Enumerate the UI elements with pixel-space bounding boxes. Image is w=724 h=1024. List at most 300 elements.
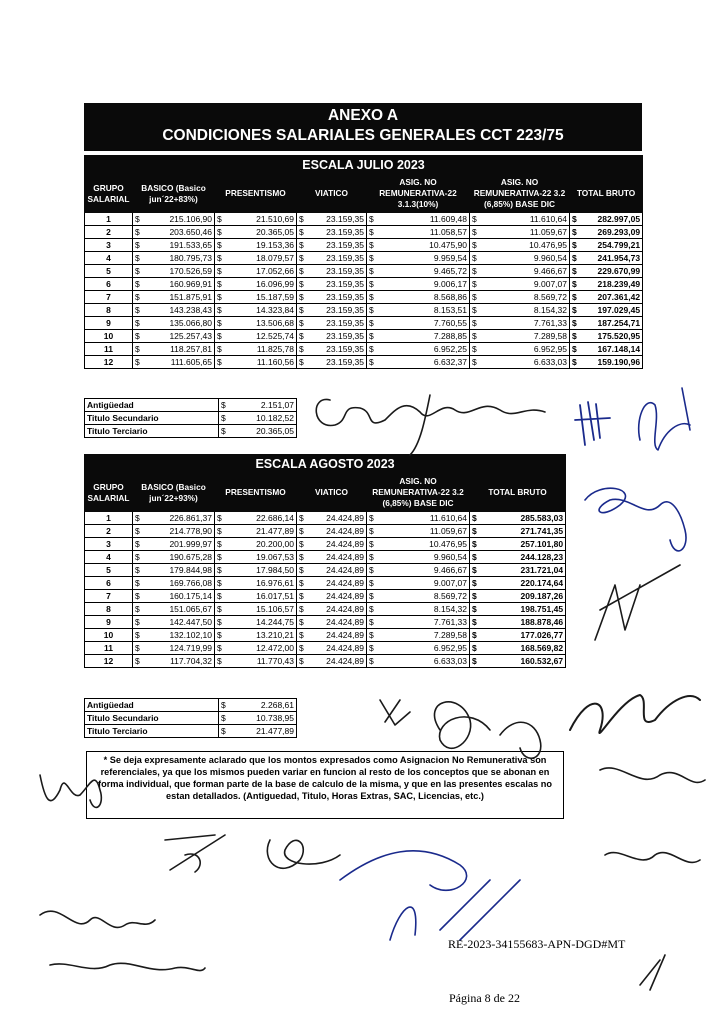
signature-9	[165, 835, 340, 872]
currency-symbol: $	[135, 643, 140, 653]
amount: 198.751,45	[520, 604, 564, 614]
total-cell	[470, 590, 566, 603]
col-grupo: GRUPO SALARIAL	[85, 175, 133, 213]
amount: 15.106,57	[256, 604, 294, 614]
total-cell	[570, 343, 643, 356]
currency-symbol: $	[472, 253, 477, 263]
amount: 23.159,35	[326, 292, 364, 302]
col-total: TOTAL BRUTO	[570, 175, 643, 213]
currency-symbol: $	[369, 344, 374, 354]
amount: 17.052,66	[256, 266, 294, 276]
basico-cell	[133, 226, 215, 239]
col-basico: BASICO (Basico jun´22+93%)	[133, 474, 215, 512]
currency-symbol: $	[572, 266, 577, 276]
currency-symbol: $	[299, 292, 304, 302]
amount: 257.101,80	[520, 539, 564, 549]
amount: 20.200,00	[256, 539, 294, 549]
currency-symbol: $	[217, 318, 222, 328]
currency-symbol: $	[572, 292, 577, 302]
currency-symbol: $	[217, 643, 222, 653]
basico-cell	[133, 577, 215, 590]
pres-cell	[215, 226, 297, 239]
amount: 9.960,54	[433, 552, 467, 562]
amount: 7.761,33	[533, 318, 567, 328]
currency-symbol: $	[472, 539, 477, 549]
pres-cell	[215, 330, 297, 343]
amount: 10.182,52	[256, 413, 294, 423]
a1-cell	[367, 343, 470, 356]
currency-symbol: $	[472, 214, 477, 224]
table-row	[85, 304, 643, 317]
amount: 16.096,99	[256, 279, 294, 289]
currency-symbol: $	[299, 227, 304, 237]
annex-title: ANEXO A	[327, 107, 399, 124]
amount: 160.175,14	[169, 591, 212, 601]
amount: 170.526,59	[169, 266, 212, 276]
amount: 282.997,05	[597, 214, 641, 224]
currency-symbol: $	[221, 713, 226, 723]
viat-cell	[297, 343, 367, 356]
amount: 7.761,33	[433, 617, 467, 627]
viat-cell	[297, 629, 367, 642]
extras-row	[85, 712, 297, 725]
amount: 23.159,35	[326, 253, 364, 263]
currency-symbol: $	[572, 344, 577, 354]
pres-cell	[215, 616, 297, 629]
a1-cell	[367, 356, 470, 369]
currency-symbol: $	[369, 591, 374, 601]
viat-cell	[297, 538, 367, 551]
a1-cell	[367, 213, 470, 226]
a-cell	[367, 551, 470, 564]
extras-label: Titulo Secundario	[85, 712, 219, 725]
currency-symbol: $	[472, 617, 477, 627]
table-row	[85, 278, 643, 291]
currency-symbol: $	[369, 240, 374, 250]
amount: 24.424,89	[326, 578, 364, 588]
amount: 12.525,74	[256, 331, 294, 341]
amount: 10.476,95	[429, 539, 467, 549]
pres-cell	[215, 603, 297, 616]
grupo-cell: 2	[85, 226, 133, 239]
amount: 6.633,03	[433, 656, 467, 666]
currency-symbol: $	[369, 578, 374, 588]
amount: 269.293,09	[597, 227, 641, 237]
currency-symbol: $	[299, 591, 304, 601]
viat-cell	[297, 239, 367, 252]
grupo-cell: 8	[85, 304, 133, 317]
amount: 179.844,98	[169, 565, 212, 575]
amount: 167.148,14	[597, 344, 641, 354]
grupo-cell: 4	[85, 551, 133, 564]
a2-cell	[470, 304, 570, 317]
grupo-cell: 5	[85, 265, 133, 278]
viat-cell	[297, 226, 367, 239]
total-cell	[570, 239, 643, 252]
total-cell	[570, 265, 643, 278]
amount: 11.610,64	[529, 214, 567, 224]
grupo-cell: 10	[85, 629, 133, 642]
annex-header	[84, 103, 642, 151]
amount: 24.424,89	[326, 643, 364, 653]
amount: 9.959,54	[433, 253, 467, 263]
amount: 23.159,35	[326, 331, 364, 341]
page-number: Página 8 de 22	[449, 991, 520, 1005]
currency-symbol: $	[472, 656, 477, 666]
grupo-cell: 10	[85, 330, 133, 343]
currency-symbol: $	[472, 279, 477, 289]
grupo-cell: 9	[85, 317, 133, 330]
table-row	[85, 213, 643, 226]
currency-symbol: $	[135, 279, 140, 289]
extras-row	[85, 699, 297, 712]
grupo-cell: 6	[85, 577, 133, 590]
amount: 17.984,50	[256, 565, 294, 575]
total-cell	[570, 304, 643, 317]
extras-label: Titulo Secundario	[85, 412, 219, 425]
total-cell	[470, 551, 566, 564]
pres-cell	[215, 317, 297, 330]
amount: 24.424,89	[326, 591, 364, 601]
amount: 13.210,21	[256, 630, 294, 640]
currency-symbol: $	[217, 357, 222, 367]
basico-cell	[133, 538, 215, 551]
currency-symbol: $	[221, 726, 226, 736]
table-row	[85, 226, 643, 239]
signature-1	[316, 395, 545, 455]
currency-symbol: $	[299, 344, 304, 354]
table-row	[85, 564, 566, 577]
currency-symbol: $	[217, 578, 222, 588]
currency-symbol: $	[299, 305, 304, 315]
a-cell	[367, 590, 470, 603]
amount: 7.288,85	[433, 331, 467, 341]
amount: 135.066,80	[169, 318, 212, 328]
currency-symbol: $	[572, 240, 577, 250]
viat-cell	[297, 655, 367, 668]
basico-cell	[133, 564, 215, 577]
amount: 6.632,37	[433, 357, 467, 367]
amount: 124.719,99	[169, 643, 212, 653]
currency-symbol: $	[472, 526, 477, 536]
currency-symbol: $	[572, 331, 577, 341]
basico-cell	[133, 590, 215, 603]
amount: 6.633,03	[533, 357, 567, 367]
viat-cell	[297, 512, 367, 525]
grupo-cell: 7	[85, 291, 133, 304]
amount: 8.154,32	[533, 305, 567, 315]
currency-symbol: $	[299, 214, 304, 224]
august-salary-table	[84, 454, 566, 668]
currency-symbol: $	[135, 513, 140, 523]
currency-symbol: $	[135, 331, 140, 341]
amount: 151.065,67	[169, 604, 212, 614]
a2-cell	[470, 343, 570, 356]
basico-cell	[133, 525, 215, 538]
signature-10	[340, 851, 520, 940]
viat-cell	[297, 356, 367, 369]
amount: 16.017,51	[256, 591, 294, 601]
amount: 271.741,35	[520, 526, 564, 536]
august-extras-table	[84, 698, 297, 738]
table-row	[85, 252, 643, 265]
total-cell	[470, 603, 566, 616]
basico-cell	[133, 629, 215, 642]
currency-symbol: $	[221, 400, 226, 410]
currency-symbol: $	[369, 266, 374, 276]
pres-cell	[215, 538, 297, 551]
amount: 9.007,07	[533, 279, 567, 289]
a1-cell	[367, 291, 470, 304]
grupo-cell: 8	[85, 603, 133, 616]
basico-cell	[133, 343, 215, 356]
currency-symbol: $	[369, 357, 374, 367]
total-cell	[470, 655, 566, 668]
currency-symbol: $	[472, 643, 477, 653]
amount: 285.583,03	[520, 513, 564, 523]
amount: 9.960,54	[533, 253, 567, 263]
col-asig-2: ASIG. NO REMUNERATIVA-22 3.2 (6,85%) BASE DIC	[470, 175, 570, 213]
amount: 9.466,67	[433, 565, 467, 575]
amount: 125.257,43	[169, 331, 212, 341]
amount: 229.670,99	[597, 266, 641, 276]
viat-cell	[297, 551, 367, 564]
currency-symbol: $	[217, 526, 222, 536]
july-table-title: ESCALA JULIO 2023	[85, 156, 643, 175]
currency-symbol: $	[135, 344, 140, 354]
currency-symbol: $	[369, 643, 374, 653]
amount: 23.159,35	[326, 279, 364, 289]
table-row	[85, 356, 643, 369]
amount: 10.738,95	[256, 713, 294, 723]
viat-cell	[297, 278, 367, 291]
pres-cell	[215, 291, 297, 304]
amount: 244.128,23	[520, 552, 564, 562]
extras-label: Titulo Terciario	[85, 425, 219, 438]
currency-symbol: $	[369, 318, 374, 328]
amount: 10.475,90	[429, 240, 467, 250]
total-cell	[470, 616, 566, 629]
currency-symbol: $	[299, 630, 304, 640]
currency-symbol: $	[217, 539, 222, 549]
total-cell	[570, 226, 643, 239]
basico-cell	[133, 356, 215, 369]
amount: 187.254,71	[597, 318, 641, 328]
currency-symbol: $	[369, 552, 374, 562]
basico-cell	[133, 213, 215, 226]
a-cell	[367, 538, 470, 551]
currency-symbol: $	[135, 539, 140, 549]
amount: 11.160,56	[256, 357, 294, 367]
table-row	[85, 343, 643, 356]
currency-symbol: $	[135, 604, 140, 614]
currency-symbol: $	[369, 617, 374, 627]
currency-symbol: $	[221, 700, 226, 710]
basico-cell	[133, 291, 215, 304]
currency-symbol: $	[299, 331, 304, 341]
grupo-cell: 12	[85, 356, 133, 369]
a-cell	[367, 603, 470, 616]
amount: 23.159,35	[326, 344, 364, 354]
table-row	[85, 577, 566, 590]
amount: 16.976,61	[256, 578, 294, 588]
a-cell	[367, 525, 470, 538]
disclaimer-note: * Se deja expresamente aclarado que los montos expresados como Asignacion No Remunerativa son referenciales, ya que los mismos pueden variar en funcion al resto de los conceptos que se abonan en forma individual, que forman parte de la base de calculo de la misma, y que en las presentes escalas no estan detallados. (Antiguedad, Titulo, Horas Extras, SAC, Licencias, etc.)	[86, 751, 564, 819]
currency-symbol: $	[217, 279, 222, 289]
amount: 9.466,67	[533, 266, 567, 276]
currency-symbol: $	[472, 604, 477, 614]
currency-symbol: $	[369, 279, 374, 289]
amount: 218.239,49	[597, 279, 641, 289]
amount: 6.952,95	[433, 643, 467, 653]
total-cell	[470, 642, 566, 655]
amount: 22.686,14	[256, 513, 294, 523]
pres-cell	[215, 252, 297, 265]
amount: 142.447,50	[169, 617, 212, 627]
currency-symbol: $	[369, 227, 374, 237]
viat-cell	[297, 525, 367, 538]
currency-symbol: $	[472, 318, 477, 328]
signature-5	[595, 565, 680, 640]
signature-3	[639, 388, 690, 450]
currency-symbol: $	[217, 565, 222, 575]
col-asig: ASIG. NO REMUNERATIVA-22 3.2 (6,85%) BASE DIC	[367, 474, 470, 512]
currency-symbol: $	[217, 240, 222, 250]
currency-symbol: $	[299, 552, 304, 562]
amount: 177.026,77	[520, 630, 564, 640]
amount: 7.289,58	[533, 331, 567, 341]
a2-cell	[470, 239, 570, 252]
viat-cell	[297, 317, 367, 330]
col-viatico: VIATICO	[297, 175, 367, 213]
amount: 197.029,45	[597, 305, 641, 315]
currency-symbol: $	[135, 565, 140, 575]
amount: 12.472,00	[256, 643, 294, 653]
table-row	[85, 525, 566, 538]
basico-cell	[133, 317, 215, 330]
total-cell	[470, 538, 566, 551]
currency-symbol: $	[472, 630, 477, 640]
currency-symbol: $	[299, 513, 304, 523]
currency-symbol: $	[299, 656, 304, 666]
a1-cell	[367, 304, 470, 317]
amount: 19.067,53	[256, 552, 294, 562]
currency-symbol: $	[217, 253, 222, 263]
col-basico: BASICO (Basico jun´22+83%)	[133, 175, 215, 213]
basico-cell	[133, 603, 215, 616]
total-cell	[570, 317, 643, 330]
currency-symbol: $	[299, 617, 304, 627]
currency-symbol: $	[135, 318, 140, 328]
a1-cell	[367, 330, 470, 343]
a-cell	[367, 577, 470, 590]
total-cell	[470, 629, 566, 642]
grupo-cell: 4	[85, 252, 133, 265]
currency-symbol: $	[472, 578, 477, 588]
amount: 9.006,17	[433, 279, 467, 289]
a-cell	[367, 655, 470, 668]
total-cell	[470, 577, 566, 590]
amount: 226.861,37	[169, 513, 212, 523]
total-cell	[570, 330, 643, 343]
currency-symbol: $	[221, 413, 226, 423]
currency-symbol: $	[217, 331, 222, 341]
currency-symbol: $	[369, 513, 374, 523]
amount: 24.424,89	[326, 617, 364, 627]
extras-label: Titulo Terciario	[85, 725, 219, 738]
currency-symbol: $	[299, 643, 304, 653]
grupo-cell: 1	[85, 512, 133, 525]
amount: 168.569,82	[520, 643, 564, 653]
viat-cell	[297, 590, 367, 603]
pres-cell	[215, 278, 297, 291]
currency-symbol: $	[369, 305, 374, 315]
amount: 118.257,81	[170, 344, 212, 354]
currency-symbol: $	[135, 357, 140, 367]
grupo-cell: 9	[85, 616, 133, 629]
currency-symbol: $	[299, 604, 304, 614]
amount: 160.969,91	[169, 279, 212, 289]
amount: 11.609,48	[429, 214, 467, 224]
a2-cell	[470, 317, 570, 330]
a1-cell	[367, 252, 470, 265]
amount: 14.244,75	[256, 617, 294, 627]
a1-cell	[367, 226, 470, 239]
currency-symbol: $	[369, 604, 374, 614]
a1-cell	[367, 265, 470, 278]
extras-label: Antigüedad	[85, 399, 219, 412]
amount: 24.424,89	[326, 656, 364, 666]
a2-cell	[470, 278, 570, 291]
amount: 11.059,67	[529, 227, 567, 237]
currency-symbol: $	[217, 292, 222, 302]
pres-cell	[215, 551, 297, 564]
extras-value	[219, 725, 297, 738]
currency-symbol: $	[217, 630, 222, 640]
pres-cell	[215, 629, 297, 642]
grupo-cell: 11	[85, 343, 133, 356]
grupo-cell: 1	[85, 213, 133, 226]
currency-symbol: $	[299, 253, 304, 263]
amount: 10.476,95	[529, 240, 567, 250]
pres-cell	[215, 564, 297, 577]
grupo-cell: 2	[85, 525, 133, 538]
amount: 6.952,25	[433, 344, 467, 354]
basico-cell	[133, 642, 215, 655]
currency-symbol: $	[217, 591, 222, 601]
extras-label: Antigüedad	[85, 699, 219, 712]
table-row	[85, 317, 643, 330]
currency-symbol: $	[369, 539, 374, 549]
viat-cell	[297, 304, 367, 317]
extras-value	[219, 699, 297, 712]
currency-symbol: $	[299, 266, 304, 276]
currency-symbol: $	[369, 292, 374, 302]
amount: 169.766,08	[169, 578, 212, 588]
currency-symbol: $	[217, 266, 222, 276]
extras-row	[85, 399, 297, 412]
total-cell	[570, 213, 643, 226]
total-cell	[470, 525, 566, 538]
amount: 207.361,42	[597, 292, 641, 302]
currency-symbol: $	[299, 539, 304, 549]
viat-cell	[297, 213, 367, 226]
amount: 23.159,35	[326, 266, 364, 276]
amount: 2.268,61	[260, 700, 294, 710]
a-cell	[367, 564, 470, 577]
amount: 8.568,86	[433, 292, 467, 302]
currency-symbol: $	[472, 227, 477, 237]
